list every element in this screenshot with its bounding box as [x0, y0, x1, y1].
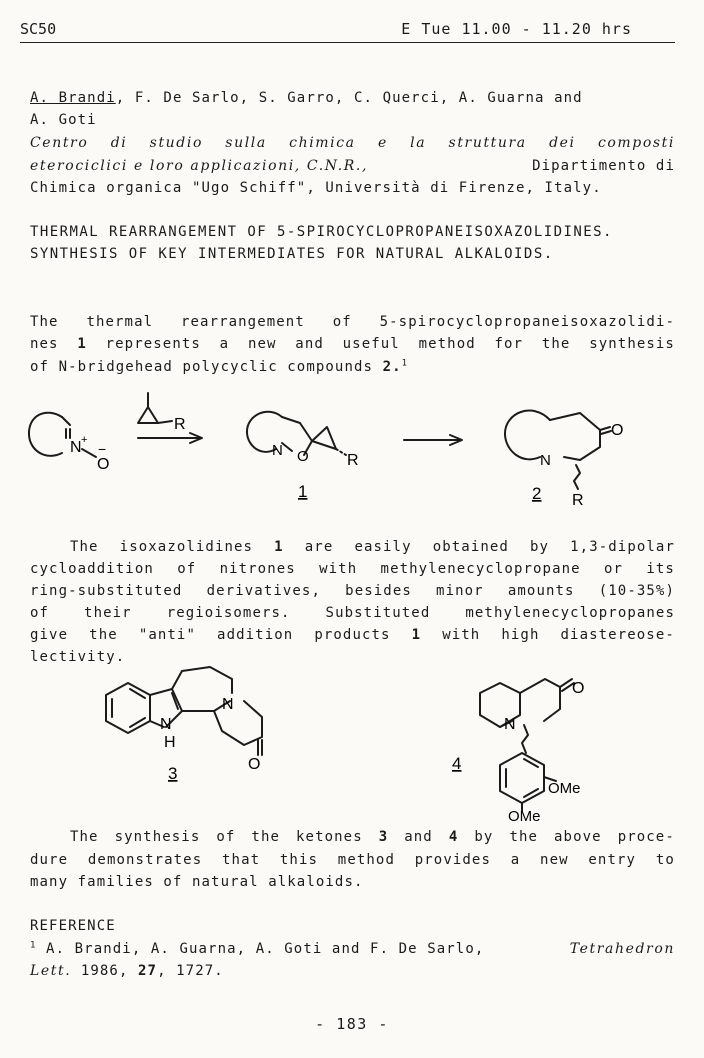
- para2-line-4: of their regioisomers. Substituted methylenecyclopropanes: [30, 605, 675, 621]
- svg-text:−: −: [98, 441, 107, 457]
- svg-text:N: N: [70, 439, 82, 456]
- header-rule: [20, 42, 675, 43]
- para2-line-2: cycloaddition of nitrones with methylenecyclopropane or its: [30, 561, 675, 577]
- spiro-cyclopropane: [312, 427, 336, 449]
- compound-label-2: 2: [532, 484, 542, 503]
- para2-line-6: lectivity.: [30, 649, 126, 665]
- author-line-1: [30, 87, 675, 110]
- svg-text:N: N: [160, 716, 172, 733]
- para1-line-1: The thermal rearrangement of 5-spirocyclopropaneisoxazolidi-: [30, 314, 675, 330]
- compound-label-1: 1: [298, 482, 308, 501]
- reference-line-2: Lett. 1986, 27, 1727.: [30, 963, 224, 979]
- c-ring-3: [172, 667, 232, 693]
- svg-text:OMe: OMe: [508, 808, 541, 825]
- title-line-1: THERMAL REARRANGEMENT OF 5-SPIROCYCLOPROPANEISOXAZOLIDINES.: [30, 224, 613, 240]
- para1-line-3: of N-bridgehead polycyclic compounds 2.$^1$: [30, 358, 409, 375]
- author-line-2: A. Goti: [30, 112, 97, 128]
- cyclopropane-ring: [138, 407, 158, 423]
- carbonyl-double-bond: [600, 427, 611, 434]
- wavy-bond: [574, 465, 580, 489]
- wavy-bond-4: [522, 725, 528, 753]
- para2-line-1: The isoxazolidines 1 are easily obtained by 1,3-dipolar: [70, 539, 675, 555]
- target-compounds: [0, 665, 704, 825]
- presenting-author: A. Brandi: [30, 90, 116, 106]
- nitrone-ring: [29, 413, 62, 456]
- para2-line-3: ring-substituted derivatives, besides minor amounts (10-35%): [30, 583, 675, 599]
- svg-text:N: N: [504, 716, 516, 733]
- reference-number: 1: [30, 940, 37, 951]
- para3-line-2: dure demonstrates that this method provides a new entry to: [30, 852, 675, 868]
- para2-line-5: give the "anti" addition products 1 with high diastereose-: [30, 627, 675, 643]
- svg-text:O: O: [97, 456, 110, 473]
- svg-text:OMe: OMe: [548, 780, 581, 797]
- compound-label-3: 3: [168, 764, 178, 783]
- svg-text:R: R: [347, 452, 359, 469]
- para3-line-1: The synthesis of the ketones 3 and 4 by the above proce-: [70, 829, 675, 845]
- title-line-2: SYNTHESIS OF KEY INTERMEDIATES FOR NATURAL ALKALOIDS.: [30, 246, 554, 262]
- svg-text:N: N: [222, 696, 234, 713]
- carbonyl-3: [258, 740, 262, 755]
- para1-line-2: nes 1 represents a new and useful method for the synthesis: [30, 336, 675, 352]
- svg-text:+: +: [81, 434, 88, 446]
- svg-text:O: O: [297, 448, 309, 465]
- quinolizidine-ring-b: [520, 679, 560, 721]
- session-time: E Tue 11.00 - 11.20 hrs: [401, 20, 632, 38]
- reference-heading: REFERENCE: [30, 918, 116, 934]
- footnote-mark: 1: [401, 358, 409, 369]
- svg-text:N: N: [540, 452, 551, 469]
- svg-text:R: R: [174, 416, 186, 433]
- affiliation-line-3: Chimica organica "Ugo Schiff", Università di Firenze, Italy.: [30, 180, 602, 196]
- svg-text:N: N: [272, 442, 283, 459]
- svg-text:R: R: [572, 492, 584, 509]
- session-code: SC50: [20, 20, 57, 38]
- reaction-scheme: [0, 385, 704, 525]
- svg-text:O: O: [572, 680, 585, 697]
- affiliation-line-2: eterociclici e loro applicazioni, C.N.R., Dipartimento di: [30, 158, 675, 174]
- compound-label-4: 4: [452, 754, 462, 773]
- svg-text:O: O: [611, 422, 624, 439]
- nitrone-double-bond: [66, 429, 70, 438]
- svg-text:O: O: [248, 756, 261, 773]
- para3-line-3: many families of natural alkaloids.: [30, 874, 364, 890]
- page-number: - 183 -: [315, 1015, 389, 1033]
- co-authors: , F. De Sarlo, S. Garro, C. Querci, A. Guarna and: [115, 90, 583, 106]
- affiliation-line-1: Centro di studio sulla chimica e la struttura dei composti: [30, 135, 675, 151]
- svg-text:H: H: [164, 734, 176, 751]
- reference-line-1: $^1$ A. Brandi, A. Guarna, A. Goti and F. De Sarlo, Tetrahedron: [30, 940, 675, 957]
